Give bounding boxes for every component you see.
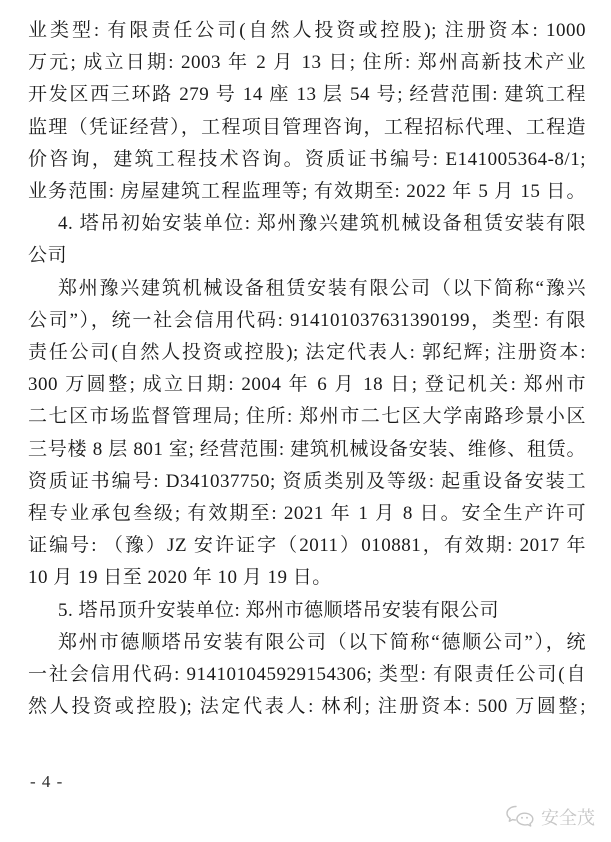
doc-line: 程专业承包叁级; 有效期至: 2021 年 1 月 8 日。安全生产许可 xyxy=(28,503,586,525)
watermark xyxy=(505,804,595,830)
doc-line: 二七区市场监督管理局; 住所: 郑州市二七区大学南路珍景小区 xyxy=(28,406,586,428)
chat-bubbles-icon xyxy=(505,805,535,829)
doc-line: 责任公司(自然人投资或控股); 法定代表人: 郭纪辉; 注册资本: xyxy=(28,342,586,364)
doc-line: 公司 xyxy=(28,245,68,267)
doc-line: 公司”），统一社会信用代码: 914101037631390199，类型: 有限 xyxy=(28,309,586,331)
doc-line: 证编号: （豫）JZ 安许证字（2011）010881，有效期: 2017 年 xyxy=(28,535,586,557)
doc-line: 资质证书编号: D341037750; 资质类别及等级: 起重设备安装工 xyxy=(28,470,586,492)
doc-line-section5-heading: 5. 塔吊顶升安装单位: 郑州市德顺塔吊安装有限公司 xyxy=(58,599,500,621)
watermark-label: 安全茂 xyxy=(541,808,595,828)
doc-line-section4-heading: 4. 塔吊初始安装单位: 郑州豫兴建筑机械设备租赁安装有限 xyxy=(58,213,586,235)
doc-line: 300 万圆整; 成立日期: 2004 年 6 月 18 日; 登记机关: 郑州市 xyxy=(28,374,586,396)
doc-line: 开发区西三环路 279 号 14 座 13 层 54 号; 经营范围: 建筑工程 xyxy=(28,84,586,106)
doc-line: 郑州豫兴建筑机械设备租赁安装有限公司（以下简称“豫兴 xyxy=(58,277,586,299)
doc-line: 三号楼 8 层 801 室; 经营范围: 建筑机械设备安装、维修、租赁。 xyxy=(28,438,586,460)
doc-line: 业类型: 有限责任公司(自然人投资或控股); 注册资本: 1000 xyxy=(28,20,586,41)
doc-line: 价咨询，建筑工程技术咨询。资质证书编号: E141005364-8/1; xyxy=(28,148,586,170)
doc-line: 业务范围: 房屋建筑工程监理等; 有效期至: 2022 年 5 月 15 日。 xyxy=(28,181,586,203)
doc-line: 然人投资或控股); 法定代表人: 林利; 注册资本: 500 万圆整; xyxy=(28,696,586,718)
doc-line: 监理（凭证经营），工程项目管理咨询，工程招标代理、工程造 xyxy=(28,116,586,138)
doc-line: 郑州市德顺塔吊安装有限公司（以下简称“德顺公司”），统 xyxy=(58,631,586,653)
doc-line: 万元; 成立日期: 2003 年 2 月 13 日; 住所: 郑州高新技术产业 xyxy=(28,52,586,74)
page-number: - 4 - xyxy=(30,772,64,791)
doc-line: 一社会信用代码: 914101045929154306; 类型: 有限责任公司(自 xyxy=(28,664,586,686)
text-block xyxy=(28,15,586,723)
doc-line: 10 月 19 日至 2020 年 10 月 19 日。 xyxy=(28,567,332,589)
